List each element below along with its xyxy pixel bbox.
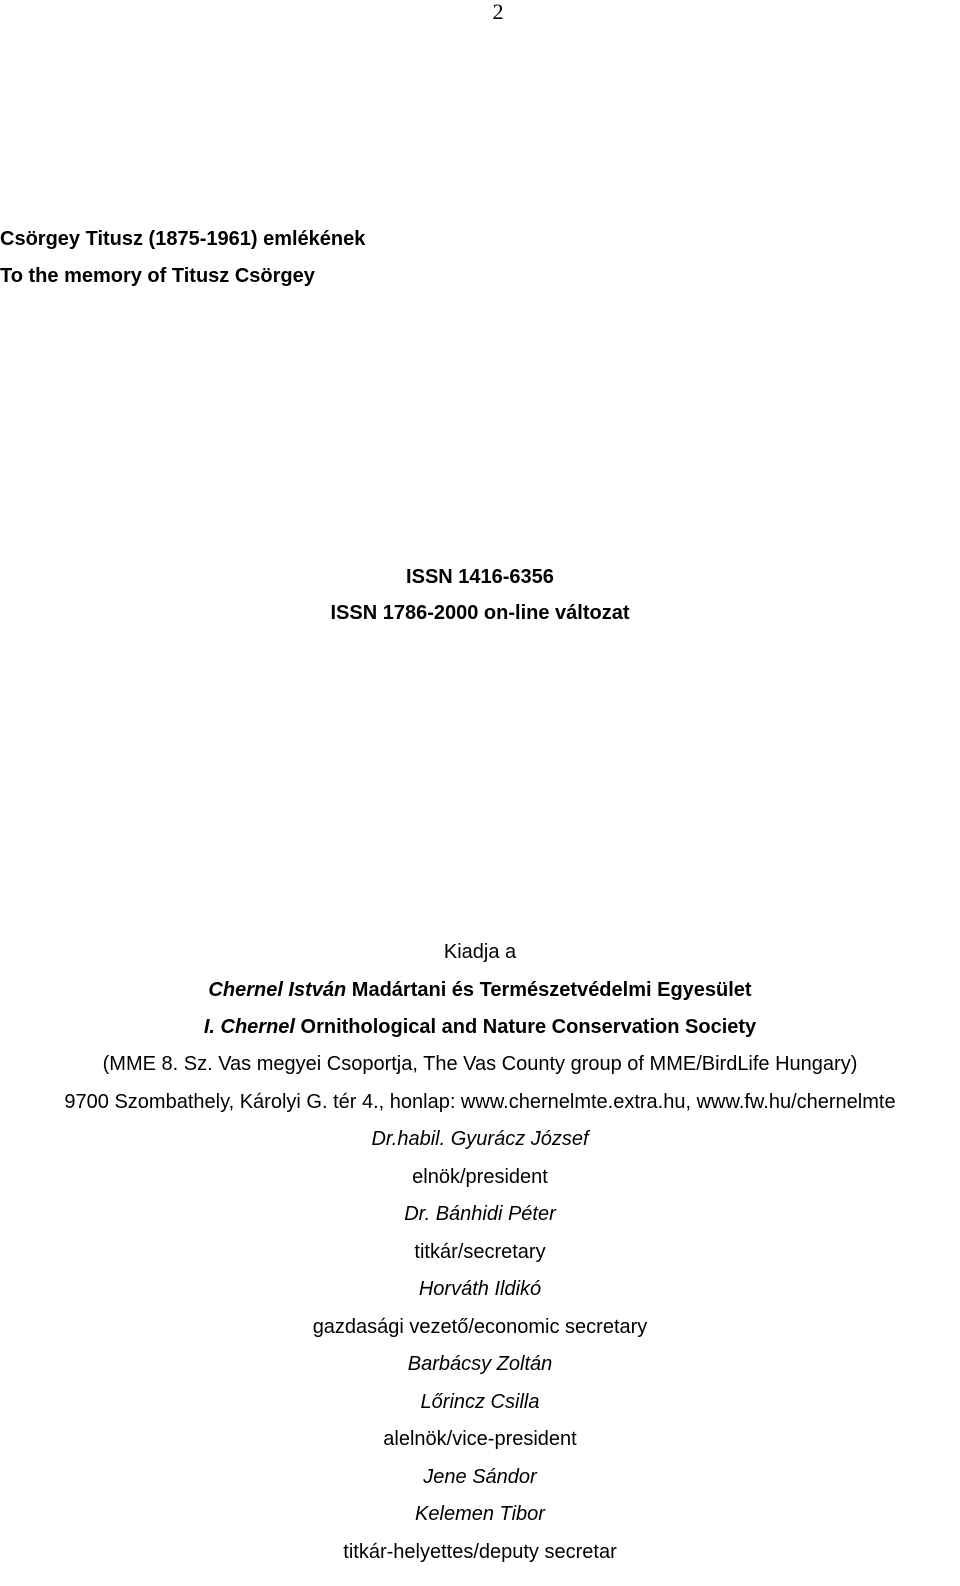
publisher-name-hungarian-eponym: Chernel István bbox=[208, 979, 347, 1001]
issn-online: ISSN 1786-2000 on-line változat bbox=[330, 602, 630, 624]
officer-name: Dr.habil. Gyurácz József bbox=[371, 1128, 589, 1150]
publisher-name-hungarian bbox=[0, 978, 960, 1002]
dedication-hungarian: Csörgey Titusz (1875-1961) emlékének bbox=[0, 228, 366, 250]
officer-name: Dr. Bánhidi Péter bbox=[404, 1203, 556, 1225]
publisher-name-english-eponym: I. Chernel bbox=[203, 1016, 295, 1038]
officer-role: elnök/president bbox=[412, 1166, 548, 1188]
publisher-name-hungarian-rest: Madártani és Természetvédelmi Egyesület bbox=[346, 979, 752, 1001]
publisher-name-english-rest: Ornithological and Nature Conservation Society bbox=[294, 1016, 757, 1038]
publisher-address: 9700 Szombathely, Károlyi G. tér 4., honlap: www.chernelmte.extra.hu, www.fw.hu/chernelmte bbox=[64, 1091, 896, 1113]
publisher-name-english bbox=[0, 1015, 960, 1039]
officer-role: titkár/secretary bbox=[414, 1241, 546, 1263]
publisher-intro: Kiadja a bbox=[443, 941, 517, 963]
officer-role: alelnök/vice-president bbox=[383, 1428, 577, 1450]
dedication-english: To the memory of Titusz Csörgey bbox=[0, 265, 315, 287]
officer-role: titkár-helyettes/deputy secretar bbox=[343, 1541, 617, 1563]
officer-name: Jene Sándor bbox=[423, 1466, 537, 1488]
officer-name: Kelemen Tibor bbox=[415, 1503, 545, 1525]
publisher-group: (MME 8. Sz. Vas megyei Csoportja, The Vas County group of MME/BirdLife Hungary) bbox=[102, 1053, 858, 1075]
officer-role: gazdasági vezető/economic secretary bbox=[312, 1316, 648, 1338]
page-number: 2 bbox=[492, 0, 504, 24]
officer-name: Lőrincz Csilla bbox=[420, 1391, 540, 1413]
officer-name: Horváth Ildikó bbox=[418, 1278, 542, 1300]
officer-name: Barbácsy Zoltán bbox=[407, 1353, 553, 1375]
issn-print: ISSN 1416-6356 bbox=[406, 566, 554, 588]
